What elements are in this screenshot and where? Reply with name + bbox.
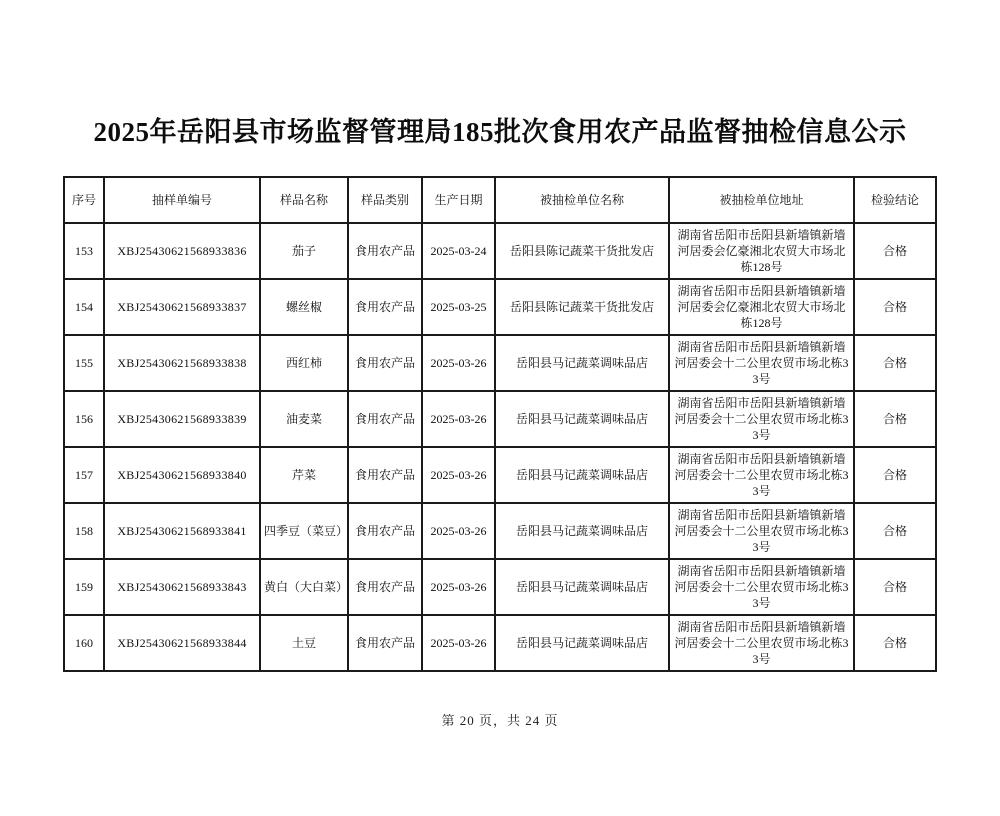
table-cell-sample_name: 茄子	[260, 223, 348, 279]
table-cell-result: 合格	[854, 279, 936, 335]
table-cell-unit_name: 岳阳县陈记蔬菜干货批发店	[495, 279, 669, 335]
table-cell-sample_name: 黄白（大白菜）	[260, 559, 348, 615]
table-cell-sample_name: 四季豆（菜豆）	[260, 503, 348, 559]
table-row	[64, 447, 936, 503]
table-cell-category: 食用农产品	[348, 391, 422, 447]
table-cell-unit_address: 湖南省岳阳市岳阳县新墙镇新墙河居委会十二公里农贸市场北栋33号	[669, 391, 854, 447]
table-cell-index: 159	[64, 559, 104, 615]
table-cell-category: 食用农产品	[348, 447, 422, 503]
table-cell-index: 157	[64, 447, 104, 503]
col-header-result: 检验结论	[854, 177, 936, 223]
table-cell-production_date: 2025-03-24	[422, 223, 495, 279]
table-cell-unit_address: 湖南省岳阳市岳阳县新墙镇新墙河居委会亿豪湘北农贸大市场北栋128号	[669, 279, 854, 335]
table-row	[64, 615, 936, 671]
table-cell-unit_name: 岳阳县陈记蔬菜干货批发店	[495, 223, 669, 279]
table-cell-result: 合格	[854, 223, 936, 279]
table-cell-unit_address: 湖南省岳阳市岳阳县新墙镇新墙河居委会十二公里农贸市场北栋33号	[669, 335, 854, 391]
table-cell-category: 食用农产品	[348, 223, 422, 279]
table-cell-sample_no: XBJ25430621568933838	[104, 335, 260, 391]
table-cell-production_date: 2025-03-26	[422, 615, 495, 671]
table-cell-result: 合格	[854, 503, 936, 559]
table-cell-sample_name: 螺丝椒	[260, 279, 348, 335]
col-header-unit-name: 被抽检单位名称	[495, 177, 669, 223]
document-page	[0, 110, 1000, 816]
table-cell-category: 食用农产品	[348, 615, 422, 671]
table-cell-production_date: 2025-03-25	[422, 279, 495, 335]
table-row	[64, 391, 936, 447]
inspection-table	[63, 176, 937, 672]
table-cell-unit_name: 岳阳县马记蔬菜调味品店	[495, 503, 669, 559]
table-cell-sample_no: XBJ25430621568933840	[104, 447, 260, 503]
table-cell-result: 合格	[854, 615, 936, 671]
table-cell-unit_address: 湖南省岳阳市岳阳县新墙镇新墙河居委会十二公里农贸市场北栋33号	[669, 503, 854, 559]
table-cell-unit_name: 岳阳县马记蔬菜调味品店	[495, 559, 669, 615]
table-cell-sample_no: XBJ25430621568933836	[104, 223, 260, 279]
table-cell-sample_name: 油麦菜	[260, 391, 348, 447]
table-cell-unit_name: 岳阳县马记蔬菜调味品店	[495, 447, 669, 503]
table-cell-category: 食用农产品	[348, 503, 422, 559]
table-cell-unit_name: 岳阳县马记蔬菜调味品店	[495, 391, 669, 447]
table-cell-index: 155	[64, 335, 104, 391]
table-cell-index: 154	[64, 279, 104, 335]
table-cell-production_date: 2025-03-26	[422, 503, 495, 559]
table-cell-index: 160	[64, 615, 104, 671]
table-row	[64, 335, 936, 391]
table-cell-category: 食用农产品	[348, 279, 422, 335]
col-header-production-date: 生产日期	[422, 177, 495, 223]
col-header-sample-no: 抽样单编号	[104, 177, 260, 223]
table-cell-production_date: 2025-03-26	[422, 447, 495, 503]
table-row	[64, 559, 936, 615]
table-cell-unit_address: 湖南省岳阳市岳阳县新墙镇新墙河居委会十二公里农贸市场北栋33号	[669, 559, 854, 615]
table-body	[64, 223, 936, 671]
table-cell-result: 合格	[854, 391, 936, 447]
table-cell-sample_no: XBJ25430621568933841	[104, 503, 260, 559]
table-cell-result: 合格	[854, 447, 936, 503]
table-cell-result: 合格	[854, 559, 936, 615]
table-cell-index: 158	[64, 503, 104, 559]
table-cell-production_date: 2025-03-26	[422, 391, 495, 447]
table-cell-sample_name: 土豆	[260, 615, 348, 671]
table-cell-sample_no: XBJ25430621568933839	[104, 391, 260, 447]
table-cell-production_date: 2025-03-26	[422, 335, 495, 391]
col-header-sample-name: 样品名称	[260, 177, 348, 223]
table-cell-sample_name: 芹菜	[260, 447, 348, 503]
table-cell-index: 153	[64, 223, 104, 279]
col-header-category: 样品类别	[348, 177, 422, 223]
table-cell-sample_no: XBJ25430621568933844	[104, 615, 260, 671]
page-title: 2025年岳阳县市场监督管理局185批次食用农产品监督抽检信息公示	[93, 117, 907, 147]
table-cell-index: 156	[64, 391, 104, 447]
table-cell-result: 合格	[854, 335, 936, 391]
col-header-index: 序号	[64, 177, 104, 223]
table-cell-unit_address: 湖南省岳阳市岳阳县新墙镇新墙河居委会亿豪湘北农贸大市场北栋128号	[669, 223, 854, 279]
page-number: 第 20 页，共 24 页	[441, 713, 559, 728]
table-cell-unit_name: 岳阳县马记蔬菜调味品店	[495, 335, 669, 391]
table-cell-production_date: 2025-03-26	[422, 559, 495, 615]
table-row	[64, 279, 936, 335]
col-header-unit-address: 被抽检单位地址	[669, 177, 854, 223]
table-cell-sample_no: XBJ25430621568933843	[104, 559, 260, 615]
table-cell-sample_no: XBJ25430621568933837	[104, 279, 260, 335]
table-cell-unit_address: 湖南省岳阳市岳阳县新墙镇新墙河居委会十二公里农贸市场北栋33号	[669, 447, 854, 503]
table-row	[64, 503, 936, 559]
table-cell-category: 食用农产品	[348, 335, 422, 391]
table-cell-unit_address: 湖南省岳阳市岳阳县新墙镇新墙河居委会十二公里农贸市场北栋33号	[669, 615, 854, 671]
table-row	[64, 223, 936, 279]
table-cell-category: 食用农产品	[348, 559, 422, 615]
table-header-row	[64, 177, 936, 223]
table-cell-sample_name: 西红柿	[260, 335, 348, 391]
table-cell-unit_name: 岳阳县马记蔬菜调味品店	[495, 615, 669, 671]
